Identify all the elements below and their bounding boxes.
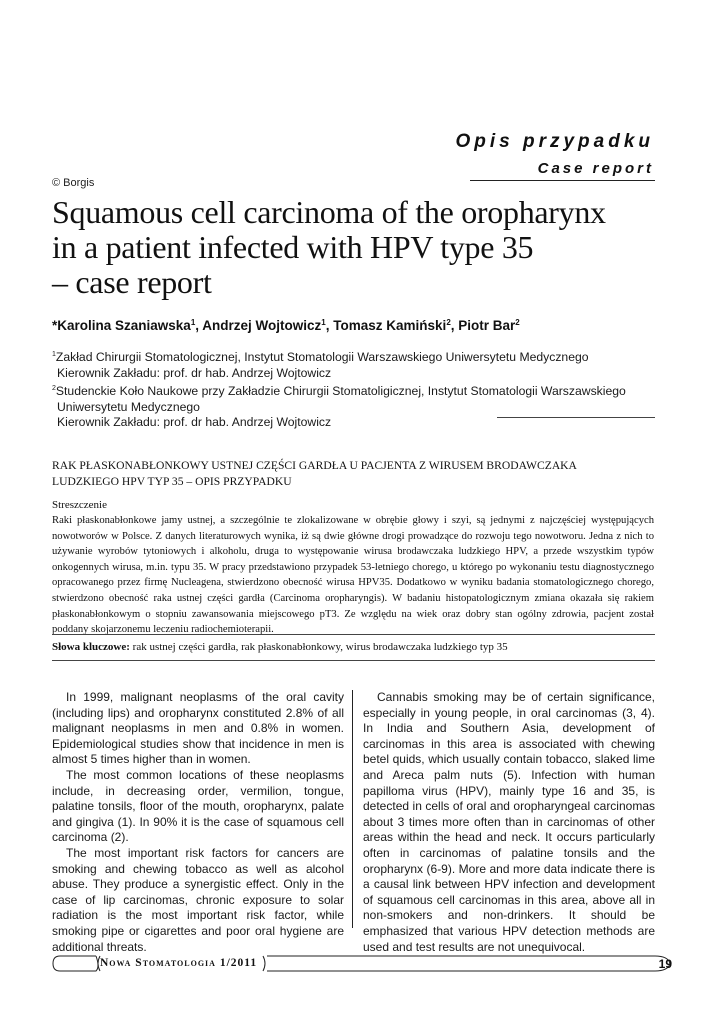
article-title [52,195,672,300]
column-divider [352,690,353,928]
author-name: Andrzej Wojtowicz [202,318,322,333]
affiliation-line: $^1$Zakład Chirurgii Stomatologicznej, Instytut Stomatologii Warszawskiego Uniwersytetu Medycznego [52,350,589,364]
journal-name: Nowa Stomatologia 1/2011 [100,957,258,969]
keywords-rule-bottom [52,660,655,661]
paragraph: The most common locations of these neoplasms include, in decreasing order, vermilion, tongue, palatine tonsils, floor of the mouth, oropharynx, palate and gingiva (1). In 90% it is the case of squamous cell carcinoma (2). [52,767,344,845]
author-list: *Karolina Szaniawska$^1$, Andrzej Wojtowicz$^1$, Tomasz Kamiński$^2$, Piotr Bar$^2$ [52,318,520,333]
author-name: Tomasz Kamiński [333,318,447,333]
polish-title-line: RAK PŁASKONABŁONKOWY USTNEJ CZĘŚCI GARDŁA U PACJENTA Z WIRUSEM BRODAWCZAKA [52,459,577,472]
affiliation-line: $^2$Studenckie Koło Naukowe przy Zakładzie Chirurgii Stomatoligicznej, Instytut Stomatologii Warszawskiego [52,384,626,398]
affiliation-line: Uniwersytetu Medycznego [57,399,200,414]
author-affiliation-mark: 1 [321,318,326,327]
page-number: 19 [658,957,672,971]
keywords [52,641,508,653]
section-label-pl: Opis przypadku [455,131,654,152]
keywords-text: rak ustnej części gardła, rak płaskonabłonkowy, wirus brodawczaka ludzkiego typ 35 [129,641,508,653]
paragraph: In 1999, malignant neoplasms of the oral cavity (including lips) and oropharynx constituted 2.8% of all malignant neoplasms in men and 0.8% in women. Epidemiological studies show that incidence in men is almost 5 times higher than in women. [52,690,344,767]
title-line: – case report [52,264,212,300]
abstract-heading: Streszczenie [52,499,107,511]
polish-title-line: LUDZKIEGO HPV TYP 35 – OPIS PRZYPADKU [52,475,292,488]
polish-title [52,458,672,490]
author-affiliation-mark: 1 [190,318,196,327]
body-column-right [363,690,655,955]
paragraph: The most important risk factors for cancers are smoking and chewing tobacco as well as alcohol abuse. They produce a synergistic effect. Only in the case of lip carcinomas, chronic exposure to solar radiation is the most important risk factor, while smoking pipe or cigarettes and poor oral hygiene are additional threats. [52,845,344,954]
keywords-label: Słowa kluczowe: [52,641,130,653]
affiliation-mark: 2 [52,385,56,392]
affiliation-rule [497,417,655,418]
author-name: Piotr Bar [458,318,516,333]
copyright-note: © Borgis [52,177,95,189]
affiliation-line: Kierownik Zakładu: prof. dr hab. Andrzej Wojtowicz [57,415,332,429]
abstract-body: Raki płaskonabłonkowe jamy ustnej, a szczególnie te zlokalizowane w obrębie głowy i szyi, są jednymi z najczęściej występujących nowotworów w Polsce. Z danych literaturowych wynika, iż są dwie główne drogi prowadzące do rozwoju tego nowotworu. Jedna z nich to używanie wyrobów tytoniowych i alkoholu, druga to występowanie wirusa brodawczaka ludzkiego HPV, a przede wszystkim typów onkogennych wirusa, m.in. typu 35. W pracy przedstawiono przypadek 53-letniego chorego, u którego po wykonaniu testu diagnostycznego opracowanego przez firmę Nucleagena, stwierdzono obecność wirusa HPV35. Dodatkowo w wyniku badania stomatologicznego chorego, stwierdzono obecność raka ustnej części gardła (Carcinoma oropharyngis). W badaniu histopatologicznym zmiana okazała się rakiem płaskonabłonkowym o stopniu zawansowania miejscowego pT3. Ze względu na wiek oraz dobry stan ogólny zdrowia, pacjent został poddany skojarzonemu leczeniu radiochemioterapii. [52,515,654,636]
section-label-en: Case report [537,160,654,177]
paragraph: Cannabis smoking may be of certain significance, especially in young people, in oral carcinomas (3, 4). In India and Southern Asia, development of carcinomas in this area is associated with chewing betel quids, which usually contain tobacco, slaked lime and Areca palm nuts (5). Infection with human papilloma virus (HPV), mainly type 16 and 35, is detected in cells of oral and oropharyngeal carcinomas about 3 times more often than in carcinomas of other areas within the head and neck. It occurs particularly often in carcinomas of palatine tonsils and the oropharynx (6-9). More and more data indicate there is a causal link between HPV infection and development of squamous cell carcinomas in this area, above all in non-smokers and non-drinkers. It should be emphasized that various HPV detection methods are used and test results are not unequivocal. [363,690,655,954]
section-rule [470,180,655,181]
author-affiliation-mark: 2 [446,318,451,327]
affiliation-line: Kierownik Zakładu: prof. dr hab. Andrzej Wojtowicz [57,365,332,380]
issue-number: 1/2011 [219,957,258,969]
keywords-rule-top [52,634,655,635]
affiliation-mark: 1 [52,351,56,358]
body-column-left [52,690,344,955]
title-line: Squamous cell carcinoma of the oropharynx [52,194,606,230]
title-line: in a patient infected with HPV type 35 [52,229,534,265]
author-name: *Karolina Szaniawska [52,318,191,333]
author-affiliation-mark: 2 [515,318,520,327]
